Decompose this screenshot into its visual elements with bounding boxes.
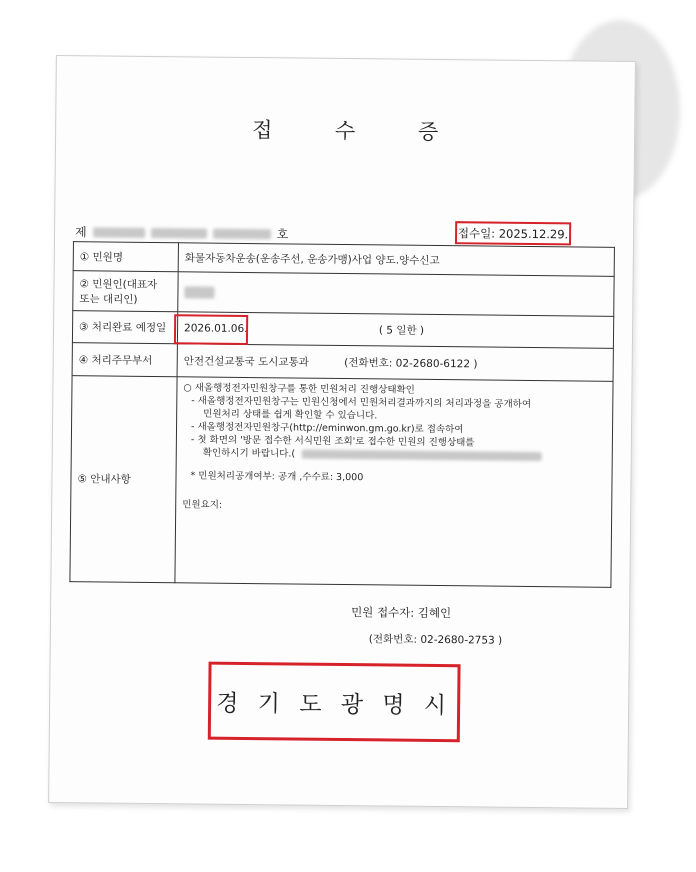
receipt-document (48, 55, 636, 809)
issuer-highlight (208, 662, 461, 743)
number-suffix: 호 (276, 227, 289, 242)
table-row (70, 376, 613, 588)
receipt-number-line (75, 223, 288, 242)
completion-date: 2026.01.06. (184, 322, 248, 336)
redacted-block (93, 227, 145, 238)
guide-cell (175, 377, 613, 588)
redacted-block (151, 227, 207, 238)
applicant-value (178, 272, 614, 317)
processing-days: ( 5 일한 ) (378, 324, 425, 337)
completion-date-highlight (174, 314, 248, 345)
row-label: ③ 처리완료 예정일 (72, 311, 177, 344)
row-label: ① 민원명 (73, 242, 178, 272)
received-date-highlight (455, 221, 571, 245)
guide-line: 확인하시기 바랍니다.( (202, 447, 296, 460)
summary-line: 민원요지: (182, 499, 223, 511)
receiver: 민원 접수자: 김혜인 (351, 605, 452, 621)
guide-line: - 첫 화면의 '방문 접수한 서식민원 조회'로 접수한 민원의 진행상태를 (190, 434, 475, 449)
row-label: ④ 처리주무부서 (72, 343, 177, 377)
table-row (73, 271, 614, 317)
redacted-block (213, 228, 271, 239)
label-line: ② 민원인(대표자 (79, 277, 158, 291)
row-label (73, 271, 178, 312)
number-prefix: 제 (75, 225, 87, 240)
department: 안전건설교통국 도시교통과 (183, 354, 309, 369)
received-date: 접수일: 2025.12.29. (457, 225, 569, 241)
receipt-table (69, 241, 615, 588)
guide-heading: ○ 새올행정전자민원창구를 통한 민원처리 진행상태확인 (183, 382, 415, 396)
redacted-block (184, 286, 214, 298)
guide-line: - 새올행정전자민원창구는 민원신청에서 민원처리결과까지의 처리과정을 공개하여 (191, 395, 532, 410)
department-phone: (전화번호: 02-2680-6122 ) (344, 356, 478, 370)
issuer: 경 기 도 광 명 시 (216, 690, 453, 719)
guide-line: - 새올행정전자민원창구(http://eminwon.gm.go.kr)로 접속하여 (190, 421, 464, 436)
receiver-phone: (전화번호: 02-2680-2753 ) (368, 633, 503, 647)
petition-name: 화물자동차운송(운송주선, 운송가맹)사업 양도.양수신고 (178, 243, 614, 277)
department-cell (177, 344, 613, 382)
redacted-block (302, 450, 542, 462)
guide-line: 민원처리 상태를 쉽게 확인할 수 있습니다. (203, 408, 378, 422)
disclosure-line: * 민원처리공개여부: 공개 ,수수료: 3,000 (190, 470, 364, 484)
document-title: 접 수 증 (251, 118, 467, 145)
row-label: ⑤ 안내사항 (70, 376, 177, 583)
label-line: 또는 대리인) (79, 292, 138, 306)
